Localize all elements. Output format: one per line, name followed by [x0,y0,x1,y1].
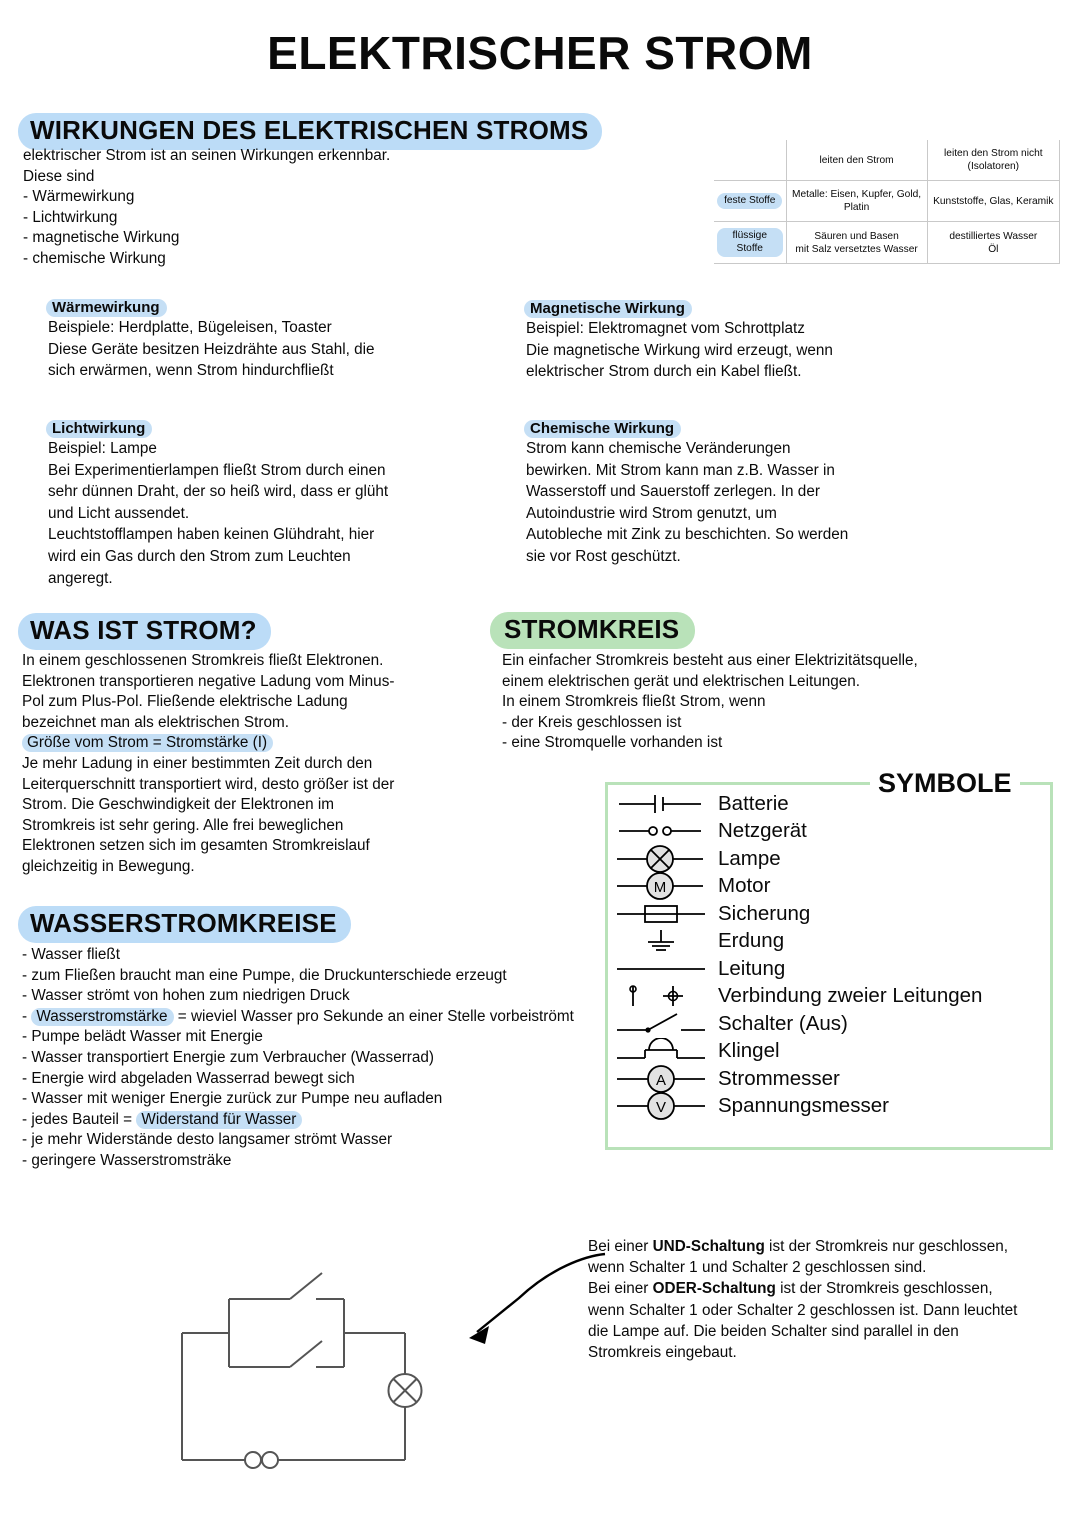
strom-line: Je mehr Ladung in einer bestimmten Zeit durch den [22,754,373,772]
wirkungen-intro-line: - chemische Wirkung [23,249,166,267]
voltmeter-symbol-icon [612,1092,710,1120]
svg-text:A: A [655,1071,667,1089]
table-cell-line: Metalle: Eisen, Kupfer, Gold, [792,189,922,200]
symbole-row-schalter [612,1010,1052,1038]
symbole-label-batterie: Batterie [718,791,789,815]
battery-symbol-icon [612,792,710,816]
logic-line-5: die Lampe auf. Die beiden Schalter sind parallel in den [588,1322,959,1340]
effect-line: Autoindustrie wird Strom genutzt, um [526,504,777,522]
effect-body-lichtwirkung [46,439,516,589]
effect-line: sie vor Rost geschützt. [526,547,681,565]
strom-line: gleichzeitig in Bewegung. [22,857,195,875]
table-col-header-insulates [927,140,1059,181]
wirkungen-intro-line: - Wärmewirkung [23,188,135,206]
effect-line: Leuchtstofflampen haben keinen Glühdraht, hier [48,526,375,544]
logic-line-1a: Bei einer [588,1238,653,1255]
svg-text:V: V [655,1099,667,1117]
table-cell-solid-conducts [786,181,927,222]
stromkreis-line: einem elektrischen gerät und elektrischen Leitungen. [502,672,860,690]
stromkreis-line: In einem Stromkreis fließt Strom, wenn [502,693,766,711]
effect-line: elektrischer Strom durch ein Kabel fließt. [526,363,802,381]
wirkungen-intro-line: elektrischer Strom ist an seinen Wirkungen erkennbar. [23,147,391,164]
table-cell-solid-insulates [927,181,1059,222]
stromkreis-body [502,651,1002,754]
ground-symbol-icon [612,928,710,954]
logic-und-term: UND-Schaltung [652,1238,765,1255]
strom-line: Leiterquerschnitt transportiert wird, desto größer ist der [22,775,395,793]
effect-body-chemische-wirkung [524,439,934,568]
symbole-label-leitung: Leitung [718,956,786,980]
symbole-label-netzgeraet: Netzgerät [718,819,807,843]
motor-symbol-icon [612,872,710,900]
wasser-line-prefix: - jedes Bauteil = [22,1110,137,1128]
symbole-label-schalter: Schalter (Aus) [718,1011,848,1035]
logic-line-3a: Bei einer [588,1280,653,1298]
wasser-line: - Pumpe belädt Wasser mit Energie [22,1028,263,1046]
symbole-row-netzgeraet [612,818,1052,846]
symbole-label-erdung: Erdung [718,929,785,953]
table-cell-line: mit Salz versetztes Wasser [795,243,918,255]
effect-body-waermewirkung [46,318,506,382]
ammeter-symbol-icon [612,1065,710,1093]
section-heading-wasserstromkreise-label: WASSERSTROMKREISE [18,906,351,943]
symbole-row-batterie [612,790,1052,818]
symbole-label-klingel: Klingel [718,1039,780,1063]
section-heading-stromkreis-label: STROMKREIS [490,612,695,649]
effect-line: und Licht aussendet. [48,504,190,522]
stromkreis-line: - der Kreis geschlossen ist [502,713,682,731]
logic-line-1 [588,1236,1068,1257]
symbole-row-motor [612,873,1052,901]
wasser-highlight-wasserstromstaerke: Wasserstromstärke [31,1008,173,1026]
symbole-row-sicherung [612,900,1052,928]
wasser-line: - zum Fließen braucht man eine Pumpe, die Druckunterschiede erzeugt [22,966,507,984]
logic-line-3 [588,1278,1068,1299]
symbole-label-verbindung: Verbindung zweier Leitungen [718,984,983,1008]
page-title: ELEKTRISCHER STROM [267,27,813,79]
strom-line: Pol zum Plus-Pol. Fließende elektrische Ladung [22,693,348,711]
wirkungen-intro-text [23,146,543,270]
table-col-header-insulates-line2: (Isolatoren) [967,161,1020,172]
table-col-header-insulates-line1: leiten den Strom nicht [944,148,1043,159]
table-row-header-solid-label: feste Stoffe [717,193,782,209]
symbole-row-strommesser [612,1065,1052,1093]
symbole-list [612,790,1052,1120]
strom-line: Elektronen transportieren negative Ladung vom Minus- [22,672,395,690]
section-heading-stromkreis [490,612,695,649]
logic-line-3c: ist der Stromkreis geschlossen, [775,1280,993,1298]
section-heading-wirkungen-label: WIRKUNGEN DES ELEKTRISCHEN STROMS [18,113,602,150]
symbole-label-spannungsmesser: Spannungsmesser [718,1094,889,1118]
effect-title-chemische-wirkung: Chemische Wirkung [524,420,681,438]
strom-highlight-text: Größe vom Strom = Stromstärke (I) [22,734,273,752]
table-cell-line: Öl [988,243,999,255]
lamp-symbol-icon [612,845,710,873]
junction-symbol-icon [612,982,710,1010]
logic-line-2: wenn Schalter 1 und Schalter 2 geschlossen sind. [588,1259,927,1277]
wasser-line-widerstand [22,1110,592,1131]
power-supply-symbol-icon [612,819,710,843]
table-cell-liquid-conducts [786,222,927,264]
conductor-table [714,140,1060,264]
effect-title-waermewirkung: Wärmewirkung [46,299,167,317]
table-cell-line: Säuren und Basen [814,230,899,242]
table-cell-line: Platin [843,202,870,213]
logic-circuit-explanation [588,1236,1068,1363]
table-header-row [714,140,1060,181]
table-row-header-solid [714,181,786,222]
effect-line: sehr dünnen Draht, der so heiß wird, dass er glüht [48,483,389,501]
strom-highlight-line [22,733,452,754]
symbole-row-spannungsmesser [612,1093,1052,1121]
effect-line: Bei Experimentierlampen fließt Strom durch einen [48,461,386,479]
symbole-heading: SYMBOLE [870,768,1020,799]
logic-line-6: Stromkreis eingebaut. [588,1344,737,1362]
effect-body-magnetische-wirkung [524,319,944,383]
symbole-label-sicherung: Sicherung [718,901,811,925]
wasser-line: - Wasser strömt von hohen zum niedrigen Druck [22,987,350,1005]
wire-symbol-icon [612,959,710,979]
switch-open-symbol-icon [612,1010,710,1038]
effect-line: Beispiele: Herdplatte, Bügeleisen, Toaster [48,319,332,336]
stromkreis-line: Ein einfacher Stromkreis besteht aus einer Elektrizitätsquelle, [502,652,918,669]
stromkreis-line: - eine Stromquelle vorhanden ist [502,734,723,752]
effect-line: Autobleche mit Zink zu beschichten. So werden [526,526,849,544]
table-row-header-liquid-label: flüssige Stoffe [717,228,783,257]
effect-block-lichtwirkung [46,420,516,589]
effect-line: angeregt. [48,569,113,587]
effect-line: Wasserstoff und Sauerstoff zerlegen. In der [526,483,820,501]
wasser-line: - geringere Wasserstromsträke [22,1151,232,1169]
logic-line-1c: ist der Stromkreis nur geschlossen, [764,1238,1008,1255]
table-corner-cell [714,140,786,181]
strom-line: Strom. Die Geschwindigkeit der Elektronen im [22,796,335,814]
effect-line: Die magnetische Wirkung wird erzeugt, wenn [526,341,833,359]
table-row [714,222,1060,264]
section-heading-wasserstromkreise [18,906,351,943]
was-ist-strom-body [22,651,452,878]
wasser-line-prefix: - [22,1007,32,1025]
wasser-line: - Wasser fließt [22,946,121,963]
symbole-label-lampe: Lampe [718,846,781,870]
table-cell-line: Kunststoffe, Glas, Keramik [933,195,1054,207]
symbole-row-erdung [612,928,1052,956]
wirkungen-intro-line: - Lichtwirkung [23,208,118,226]
effect-line: bewirken. Mit Strom kann man z.B. Wasser in [526,461,835,479]
strom-line: Elektronen setzen sich im gesamten Stromkreislauf [22,837,370,855]
effect-line: Strom kann chemische Veränderungen [526,440,791,457]
table-row [714,181,1060,222]
wasser-line: - Wasser mit weniger Energie zurück zur Pumpe neu aufladen [22,1090,443,1108]
effect-line: sich erwärmen, wenn Strom hindurchfließt [48,362,334,380]
symbole-row-lampe [612,845,1052,873]
table-cell-line: destilliertes Wasser [949,230,1038,242]
table-col-header-conducts: leiten den Strom [786,140,927,181]
parallel-switch-circuit-diagram [150,1255,470,1500]
svg-text:M: M [653,879,667,897]
symbole-row-klingel [612,1038,1052,1066]
wasserstromkreise-body [22,945,592,1172]
wasser-line-suffix: = wieviel Wasser pro Sekunde an einer Stelle vorbeiströmt [173,1007,574,1025]
logic-line-4: wenn Schalter 1 oder Schalter 2 geschlossen ist. Dann leuchtet [588,1301,1018,1319]
strom-line: bezeichnet man als elektrischen Strom. [22,713,289,731]
wasser-line-wasserstromstaerke [22,1007,592,1028]
effect-block-chemische-wirkung [524,420,934,568]
wasser-line: - je mehr Widerstände desto langsamer strömt Wasser [22,1131,393,1149]
symbole-label-strommesser: Strommesser [718,1066,840,1090]
strom-line: Stromkreis ist sehr gering. Alle frei beweglichen [22,816,344,834]
section-heading-was-ist-strom-label: WAS IST STROM? [18,613,271,650]
table-cell-liquid-insulates [927,222,1059,264]
fuse-symbol-icon [612,901,710,927]
symbole-row-leitung [612,955,1052,983]
symbole-row-verbindung [612,983,1052,1011]
strom-line: In einem geschlossenen Stromkreis fließt Elektronen. [22,652,384,669]
section-heading-was-ist-strom [18,613,271,650]
effect-line: Beispiel: Lampe [48,440,157,457]
effect-line: Beispiel: Elektromagnet vom Schrottplatz [526,320,805,337]
effect-block-magnetische-wirkung [524,300,944,383]
effect-block-waermewirkung [46,299,506,382]
wirkungen-intro-line: - magnetische Wirkung [23,229,180,247]
logic-oder-term: ODER-Schaltung [652,1280,776,1298]
section-heading-wirkungen [18,113,602,150]
wasser-highlight-widerstand: Widerstand für Wasser [136,1111,302,1129]
effect-title-lichtwirkung: Lichtwirkung [46,420,152,438]
bell-symbol-icon [612,1038,710,1064]
symbole-label-motor: Motor [718,874,771,898]
wasser-line: - Wasser transportiert Energie zum Verbraucher (Wasserrad) [22,1048,435,1066]
effect-title-magnetische-wirkung: Magnetische Wirkung [524,300,692,318]
effect-line: Diese Geräte besitzen Heizdrähte aus Stahl, die [48,340,375,358]
wirkungen-intro-line: Diese sind [23,167,95,185]
effect-line: wird ein Gas durch den Strom zum Leuchten [48,547,351,565]
wasser-line: - Energie wird abgeladen Wasserrad bewegt sich [22,1069,355,1087]
table-row-header-liquid [714,222,786,264]
